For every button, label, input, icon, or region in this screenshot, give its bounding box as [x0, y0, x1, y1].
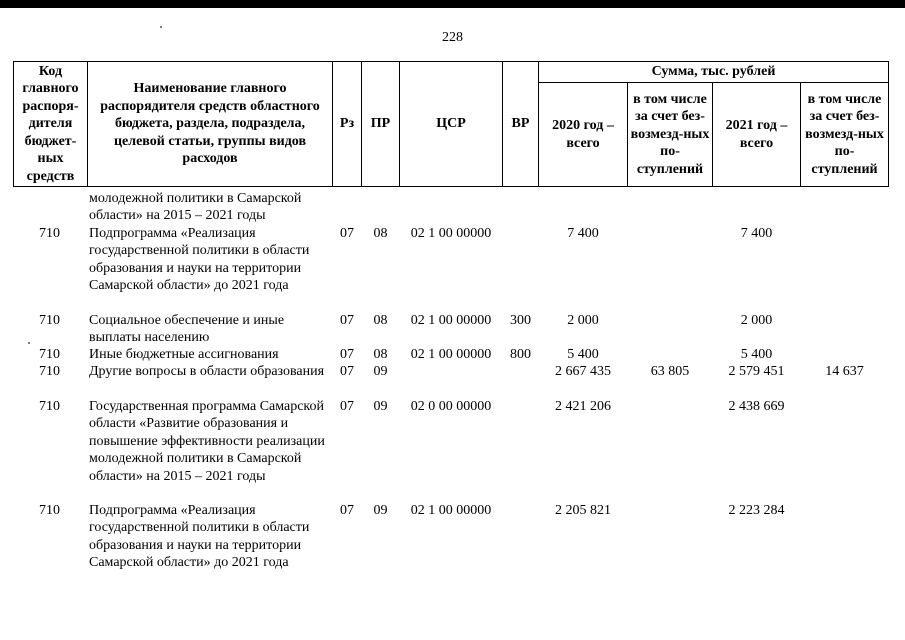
row-rz: 07	[340, 313, 354, 328]
row-csr: 02 1 00 00000	[410, 226, 492, 241]
row-2021-total: 7 400	[740, 226, 773, 241]
header-sum: Сумма, тыс. рублей	[539, 62, 889, 83]
top-border-bar	[0, 0, 905, 8]
scan-speck	[28, 342, 30, 344]
row-2021-total: 2 438 669	[728, 399, 785, 414]
page-number: 228	[442, 30, 463, 45]
row-2020-free: 63 805	[650, 364, 690, 379]
header-name: Наименование главного распорядителя средств областного бюджета, раздела, подраздела, целевой статьи, группы видов расходов	[88, 62, 333, 187]
row-code: 710	[39, 364, 60, 379]
row-pr: 08	[373, 347, 388, 362]
row-csr: 02 1 00 00000	[410, 313, 492, 328]
row-code: 710	[39, 347, 60, 362]
row-pr: 09	[373, 399, 388, 414]
row-csr: 02 1 00 00000	[410, 503, 492, 518]
row-2021-total: 2 579 451	[728, 364, 785, 379]
row-name: Подпрограмма «Реализация государственной политики в области образования и науки на территории Самарской области» до 2021 года	[89, 503, 310, 571]
row-rz: 07	[340, 364, 354, 379]
table-header	[13, 61, 889, 187]
header-code: Код главного распоря-дителя бюджет-ных средств	[14, 62, 88, 187]
row-pr: 09	[373, 364, 388, 379]
row-name: Другие вопросы в области образования	[89, 364, 325, 379]
header-2021-total: 2021 год – всего	[713, 83, 801, 187]
row-2020-total: 2 667 435	[555, 364, 611, 379]
row-rz: 07	[340, 503, 354, 518]
scan-speck	[160, 26, 162, 28]
row-code: 710	[39, 503, 60, 518]
row-name: Подпрограмма «Реализация государственной политики в области образования и науки на территории Самарской области» до 2021 года	[89, 226, 310, 294]
row-rz: 07	[340, 347, 354, 362]
row-code: 710	[39, 399, 60, 414]
row-rz: 07	[340, 226, 354, 241]
row-2020-total: 2 000	[567, 313, 599, 328]
header-rz: Рз	[333, 62, 362, 187]
row-code: 710	[39, 313, 60, 328]
row-2020-total: 5 400	[567, 347, 599, 362]
row-2020-total: 7 400	[567, 226, 599, 241]
header-2021-free: в том числе за счет без-возмезд-ных по-ступлений	[801, 83, 889, 187]
row-pr: 08	[373, 226, 388, 241]
row-name: молодежной политики в Самарской области» на 2015 – 2021 годы	[89, 191, 302, 224]
header-2020-total: 2020 год – всего	[539, 83, 628, 187]
row-2021-free: 14 637	[825, 364, 864, 379]
row-2021-total: 5 400	[740, 347, 773, 362]
header-2020-free: в том числе за счет без-возмезд-ных по-ступлений	[628, 83, 713, 187]
header-vr: ВР	[503, 62, 539, 187]
row-csr: 02 0 00 00000	[410, 399, 492, 414]
row-name: Государственная программа Самарской области «Развитие образования и повышение эффективности реализации молодежной политики в Самарской области» на 2015 – 2021 годы	[89, 399, 325, 484]
row-rz: 07	[340, 399, 354, 414]
row-csr: 02 1 00 00000	[410, 347, 492, 362]
row-vr: 300	[510, 313, 531, 328]
row-pr: 09	[373, 503, 388, 518]
header-csr: ЦСР	[400, 62, 503, 187]
row-name: Социальное обеспечение и иные выплаты населению	[89, 313, 285, 346]
row-2021-total: 2 223 284	[728, 503, 785, 518]
header-pr: ПР	[362, 62, 400, 187]
row-vr: 800	[510, 347, 531, 362]
row-2020-total: 2 205 821	[555, 503, 611, 518]
row-2021-total: 2 000	[740, 313, 773, 328]
row-2020-total: 2 421 206	[555, 399, 611, 414]
row-name: Иные бюджетные ассигнования	[89, 347, 279, 362]
row-code: 710	[39, 226, 60, 241]
row-pr: 08	[373, 313, 388, 328]
